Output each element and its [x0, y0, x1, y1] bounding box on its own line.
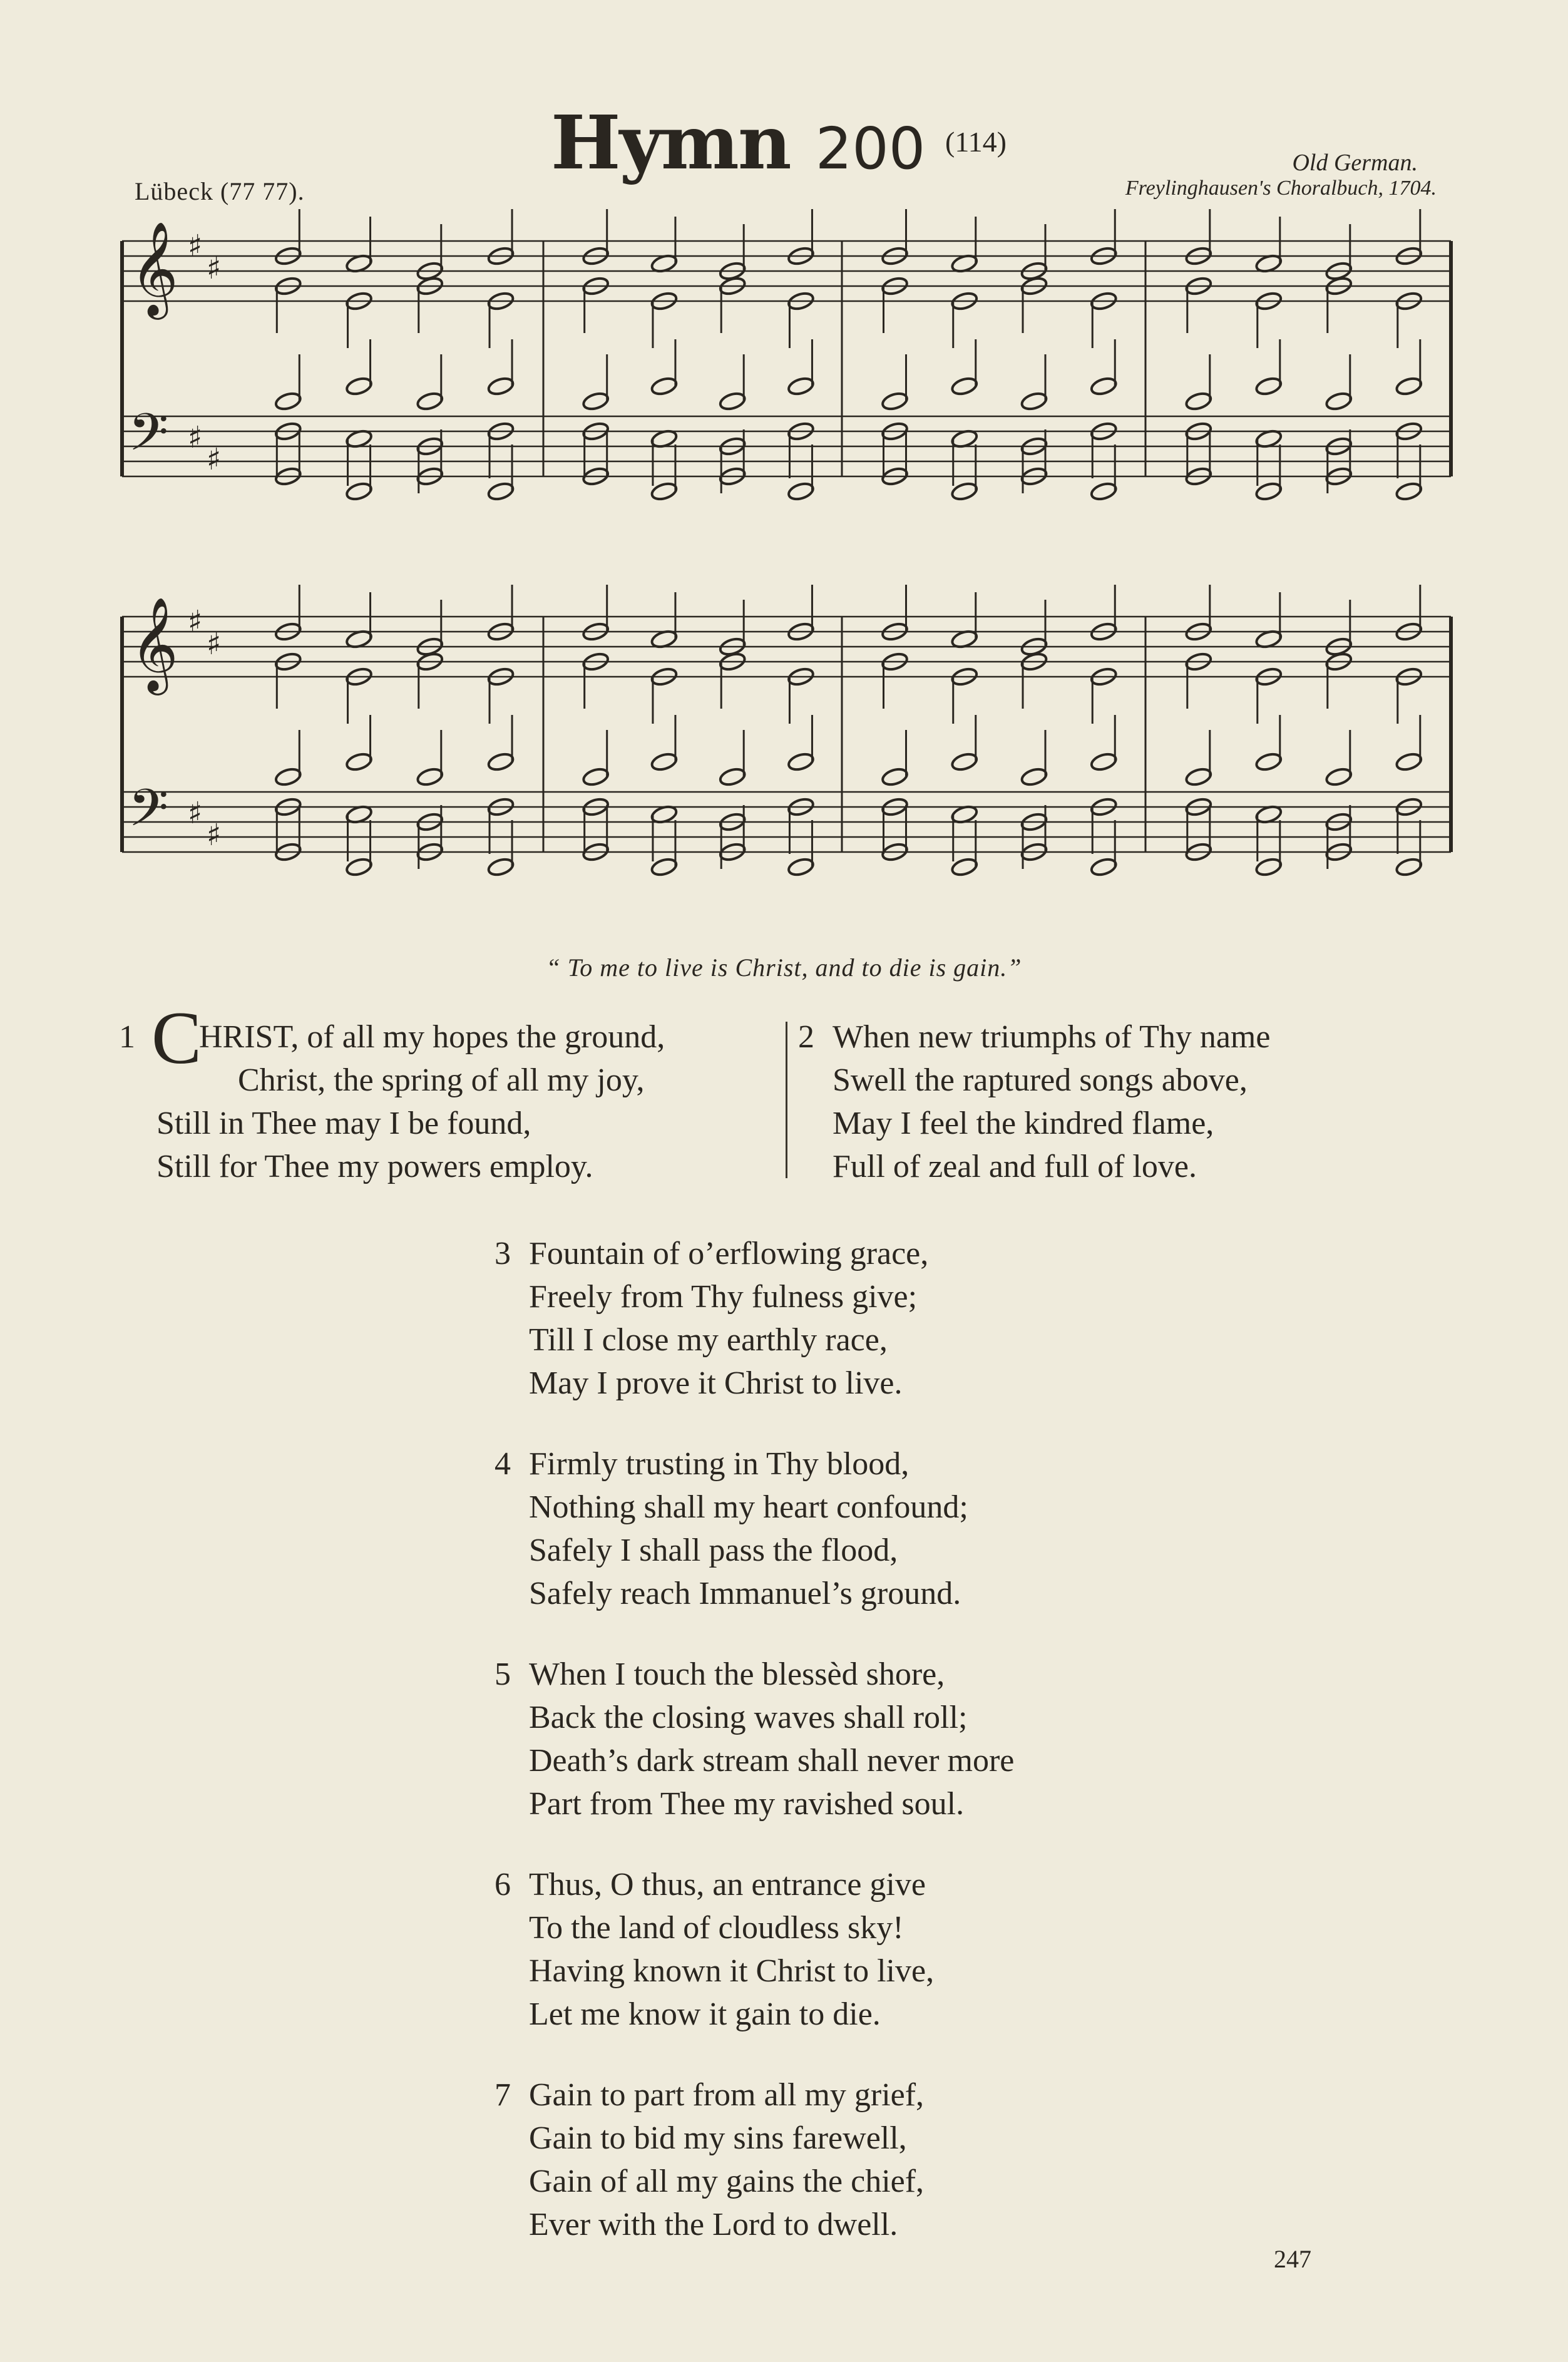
verse-line: Still for Thee my powers employ. [156, 1149, 593, 1184]
verse-number: 4 [494, 1446, 511, 1482]
note-head [950, 481, 978, 501]
sharp-icon: ♯ [207, 818, 222, 853]
note-head [1325, 391, 1353, 411]
note-head [1254, 856, 1283, 877]
sharp-icon: ♯ [188, 228, 203, 264]
treble-clef-icon: 𝄞 [130, 220, 178, 316]
bass-clef-icon: 𝄢 [128, 402, 169, 475]
verse-line: Gain to part from all my grief, [529, 2077, 925, 2113]
verse-line: Death’s dark stream shall never more [529, 1743, 1015, 1779]
verse-line: Till I close my earthly race, [529, 1322, 888, 1358]
verse-line: To the land of cloudless sky! [529, 1910, 904, 1946]
note-head [787, 376, 815, 396]
note-head [1090, 856, 1118, 877]
note-head [1395, 376, 1423, 396]
verse-3 [494, 1232, 929, 1405]
verse-line: Let me know it gain to die. [529, 1996, 881, 2032]
hymn-alt-number: (114) [945, 126, 1007, 158]
verse-line: May I feel the kindred flame, [833, 1106, 1214, 1141]
verse-line: Swell the raptured songs above, [833, 1062, 1248, 1098]
sharp-icon: ♯ [188, 420, 203, 455]
note-head [1395, 481, 1423, 501]
note-head [1020, 766, 1048, 787]
verse-line: Ever with the Lord to dwell. [529, 2207, 898, 2242]
verse-line: Gain of all my gains the chief, [529, 2164, 925, 2199]
note-head [787, 751, 815, 772]
note-head [487, 856, 515, 877]
verse-line: Gain to bid my sins farewell, [529, 2120, 907, 2156]
note-head [345, 856, 373, 877]
note-head [345, 376, 373, 396]
note-head [719, 391, 747, 411]
note-head [1184, 766, 1212, 787]
note-head [345, 751, 373, 772]
note-head [1184, 391, 1212, 411]
sharp-icon: ♯ [207, 251, 222, 286]
tune-name: Lübeck (77 77). [135, 177, 305, 205]
note-head [345, 481, 373, 501]
verse-line: Having known it Christ to live, [529, 1953, 935, 1989]
verse-number: 2 [798, 1019, 814, 1055]
sharp-icon: ♯ [188, 604, 203, 639]
verse-6 [494, 1863, 935, 2036]
note-head [650, 376, 679, 396]
note-head [416, 766, 444, 787]
hymn-number: 200 [815, 115, 926, 182]
note-head [1090, 751, 1118, 772]
verse-7 [494, 2073, 925, 2246]
sharp-icon: ♯ [207, 442, 222, 477]
drop-cap: C [151, 996, 202, 1079]
verse-4 [494, 1442, 968, 1615]
verse-number: 3 [494, 1236, 511, 1271]
note-head [416, 391, 444, 411]
verse-line: Part from Thee my ravished soul. [529, 1786, 965, 1822]
note-head [274, 766, 302, 787]
note-head [1395, 751, 1423, 772]
note-head [1325, 766, 1353, 787]
note-head [582, 391, 610, 411]
note-head [1254, 481, 1283, 501]
note-head [1090, 481, 1118, 501]
verse-2 [798, 1015, 1271, 1188]
note-head [1254, 376, 1283, 396]
note-head [950, 751, 978, 772]
verse-5 [494, 1653, 1015, 1825]
verse-number: 6 [494, 1867, 511, 1902]
epigraph: “ To me to live is Christ, and to die is gain.” [546, 953, 1022, 982]
tune-origin: Old German. [1292, 150, 1418, 176]
hymn-title-word: Hymn [551, 99, 791, 186]
note-head [582, 766, 610, 787]
verse-line: Fountain of o’erflowing grace, [529, 1236, 929, 1271]
verse-line: Freely from Thy fulness give; [529, 1279, 918, 1315]
note-head [274, 391, 302, 411]
note-head [650, 481, 679, 501]
tune-source: Freylinghausen's Choralbuch, 1704. [1125, 177, 1437, 200]
note-head [881, 391, 909, 411]
verse-line: Safely reach Immanuel’s ground. [529, 1576, 961, 1611]
page-number: 247 [1274, 2245, 1311, 2273]
verse-1 [119, 996, 665, 1188]
verse-line: Christ, the spring of all my joy, [238, 1062, 645, 1098]
verse-line: When I touch the blessèd shore, [529, 1656, 945, 1692]
note-head [487, 751, 515, 772]
note-head [1254, 751, 1283, 772]
note-head [650, 856, 679, 877]
verse-line: Full of zeal and full of love. [833, 1149, 1197, 1184]
sharp-icon: ♯ [207, 627, 222, 662]
note-head [650, 751, 679, 772]
treble-clef-icon: 𝄞 [130, 596, 178, 691]
note-head [1090, 376, 1118, 396]
verse-number: 1 [119, 1019, 135, 1055]
verse-number: 7 [494, 2077, 511, 2113]
verse-line: Firmly trusting in Thy blood, [529, 1446, 910, 1482]
note-head [1395, 856, 1423, 877]
note-head [719, 766, 747, 787]
sharp-icon: ♯ [188, 796, 203, 831]
music-score [0, 0, 1568, 939]
verse-line: When new triumphs of Thy name [833, 1019, 1271, 1055]
note-head [1020, 391, 1048, 411]
verse-line: Nothing shall my heart confound; [529, 1489, 968, 1525]
verse-line: HRIST, of all my hopes the ground, [199, 1019, 665, 1055]
verse-line: Back the closing waves shall roll; [529, 1700, 968, 1735]
verse-line: May I prove it Christ to live. [529, 1365, 903, 1401]
note-head [487, 376, 515, 396]
verse-line: Safely I shall pass the flood, [529, 1533, 898, 1568]
verse-line: Thus, O thus, an entrance give [529, 1867, 926, 1902]
note-head [950, 376, 978, 396]
note-head [950, 856, 978, 877]
note-head [787, 856, 815, 877]
verse-line: Still in Thee may I be found, [156, 1106, 531, 1141]
note-head [881, 766, 909, 787]
note-head [487, 481, 515, 501]
note-head [787, 481, 815, 501]
bass-clef-icon: 𝄢 [128, 778, 169, 851]
column-divider [786, 1022, 787, 1178]
verse-number: 5 [494, 1656, 511, 1692]
